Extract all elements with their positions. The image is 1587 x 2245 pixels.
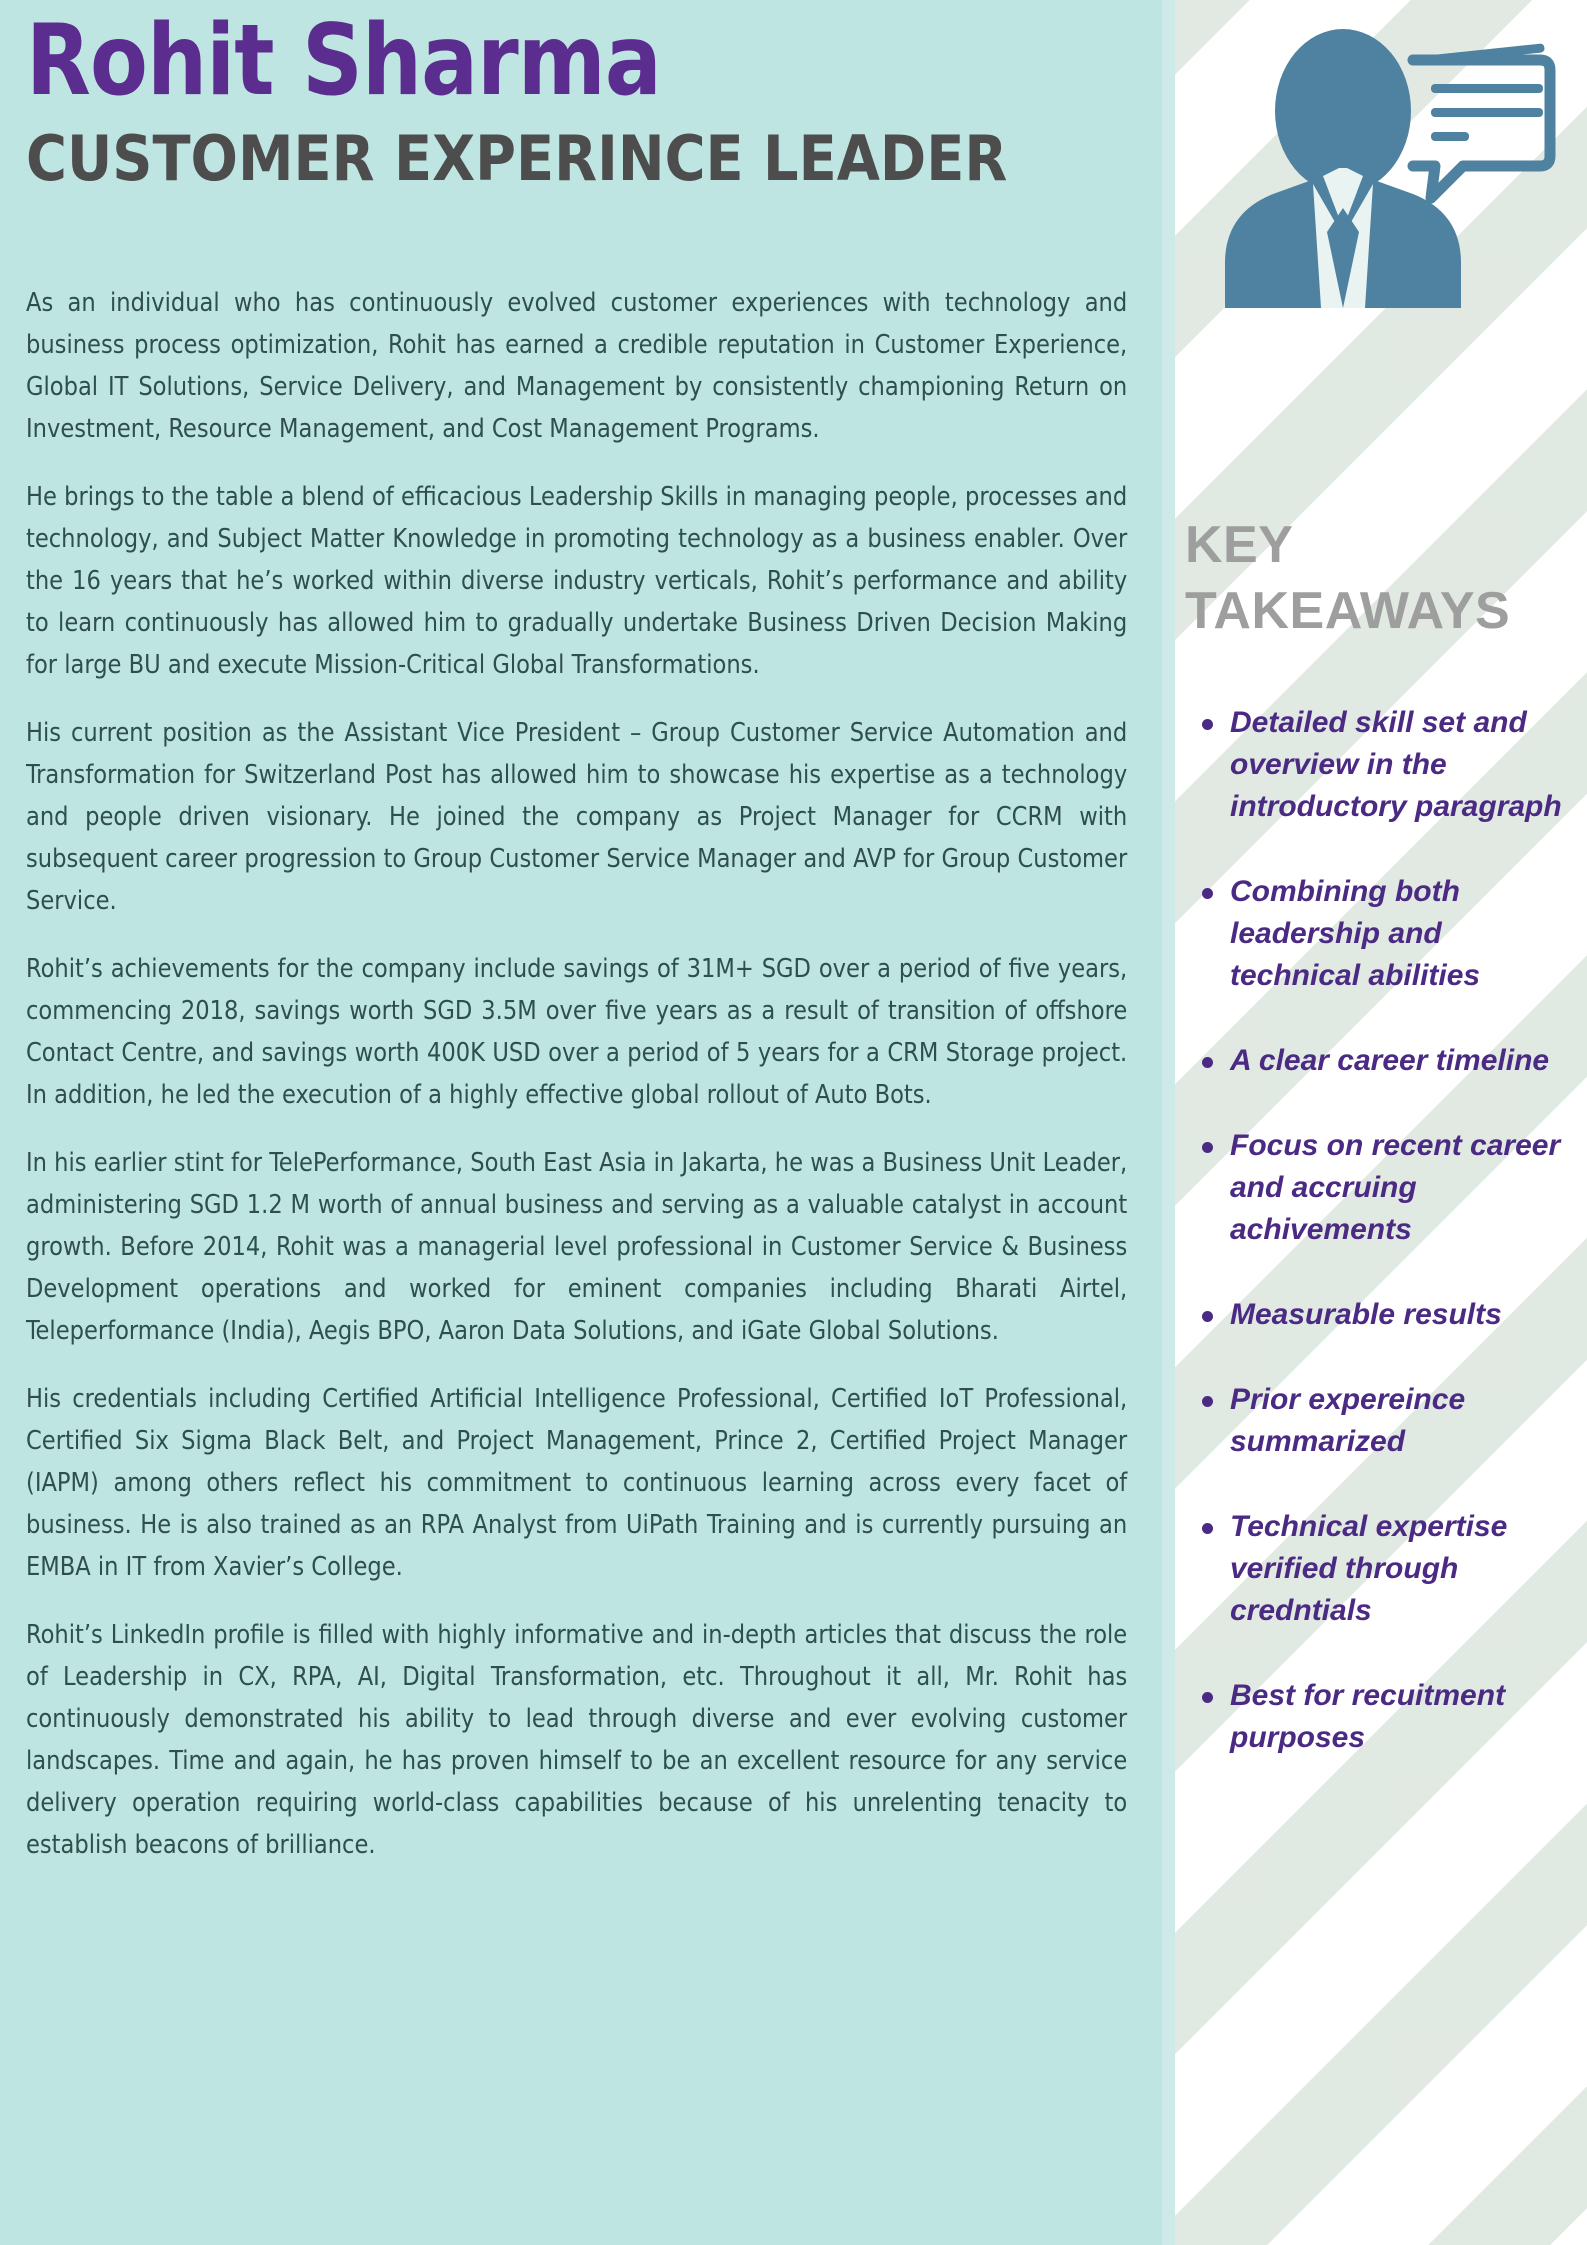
- list-item: Focus on recent career and accruing achivements: [1188, 1125, 1580, 1251]
- list-item: A clear career timeline: [1188, 1040, 1580, 1082]
- key-takeaways-heading-line1: KEY: [1185, 516, 1294, 574]
- list-item: Combining both leadership and technical abilities: [1188, 871, 1580, 997]
- panel-divider-strip: [1162, 0, 1175, 2245]
- key-takeaways-heading-line2: TAKEAWAYS: [1185, 582, 1511, 640]
- body-paragraph: His credentials including Certified Artificial Intelligence Professional, Certified IoT Professional, Certified Six Sigma Black Belt, and Project Management, Prince 2, Certified Project Manager (IAPM) among others reflect his commitment to continuous learning across every facet of business. He is also trained as an RPA Analyst from UiPath Training and is currently pursuing an EMBA in IT from Xavier’s College.: [26, 1384, 1128, 1582]
- list-item: Measurable results: [1188, 1294, 1580, 1336]
- page-subtitle: CUSTOMER EXPERINCE LEADER: [26, 122, 1008, 195]
- body-paragraph: As an individual who has continuously evolved customer experiences with technology and business process optimization, Rohit has earned a credible reputation in Customer Experience, Global IT Solutions, Service Delivery, and Management by consistently championing Return on Investment, Resource Management, and Cost Management Programs.: [26, 288, 1128, 444]
- body-paragraph: In his earlier stint for TelePerformance, South East Asia in Jakarta, he was a Business Unit Leader, administering SGD 1.2 M worth of annual business and serving as a valuable catalyst in account growth. Before 2014, Rohit was a managerial level professional in Customer Service & Business Development operations and worked for eminent companies including Bharati Airtel, Teleperformance (India), Aegis BPO, Aaron Data Solutions, and iGate Global Solutions.: [26, 1148, 1128, 1346]
- body-paragraph: He brings to the table a blend of efficacious Leadership Skills in managing people, processes and technology, and Subject Matter Knowledge in promoting technology as a business enabler. Over the 16 years that he’s worked within diverse industry verticals, Rohit’s performance and ability to learn continuously has allowed him to gradually undertake Business Driven Decision Making for large BU and execute Mission-Critical Global Transformations.: [26, 482, 1128, 680]
- key-takeaways-heading: [1185, 512, 1585, 644]
- list-item: Detailed skill set and overview in the introductory paragraph: [1188, 702, 1580, 828]
- profile-body-copy: [26, 282, 1144, 1866]
- body-paragraph: His current position as the Assistant Vice President – Group Customer Service Automation and Transformation for Switzerland Post has allowed him to showcase his expertise as a technology and people driven visionary. He joined the company as Project Manager for CCRM with subsequent career progression to Group Customer Service Manager and AVP for Group Customer Service.: [26, 718, 1128, 916]
- list-item: Best for recuitment purposes: [1188, 1675, 1580, 1759]
- businessman-speech-bubble-icon: [1195, 8, 1575, 308]
- page-title: Rohit Sharma: [26, 4, 661, 118]
- list-item: Prior expereince summarized: [1188, 1379, 1580, 1463]
- list-item: Technical expertise verified through credntials: [1188, 1506, 1580, 1632]
- body-paragraph: Rohit’s LinkedIn profile is filled with highly informative and in-depth articles that discuss the role of Leadership in CX, RPA, AI, Digital Transformation, etc. Throughout it all, Mr. Rohit has continuously demonstrated his ability to lead through diverse and ever evolving customer landscapes. Time and again, he has proven himself to be an excellent resource for any service delivery operation requiring world-class capabilities because of his unrelenting tenacity to establish beacons of brilliance.: [26, 1620, 1128, 1860]
- page-header: [26, 4, 1146, 195]
- key-takeaways-list: [1188, 702, 1580, 1802]
- body-paragraph: Rohit’s achievements for the company include savings of 31M+ SGD over a period of five years, commencing 2018, savings worth SGD 3.5M over five years as a result of transition of offshore Contact Centre, and savings worth 400K USD over a period of 5 years for a CRM Storage project. In addition, he led the execution of a highly effective global rollout of Auto Bots.: [26, 954, 1128, 1110]
